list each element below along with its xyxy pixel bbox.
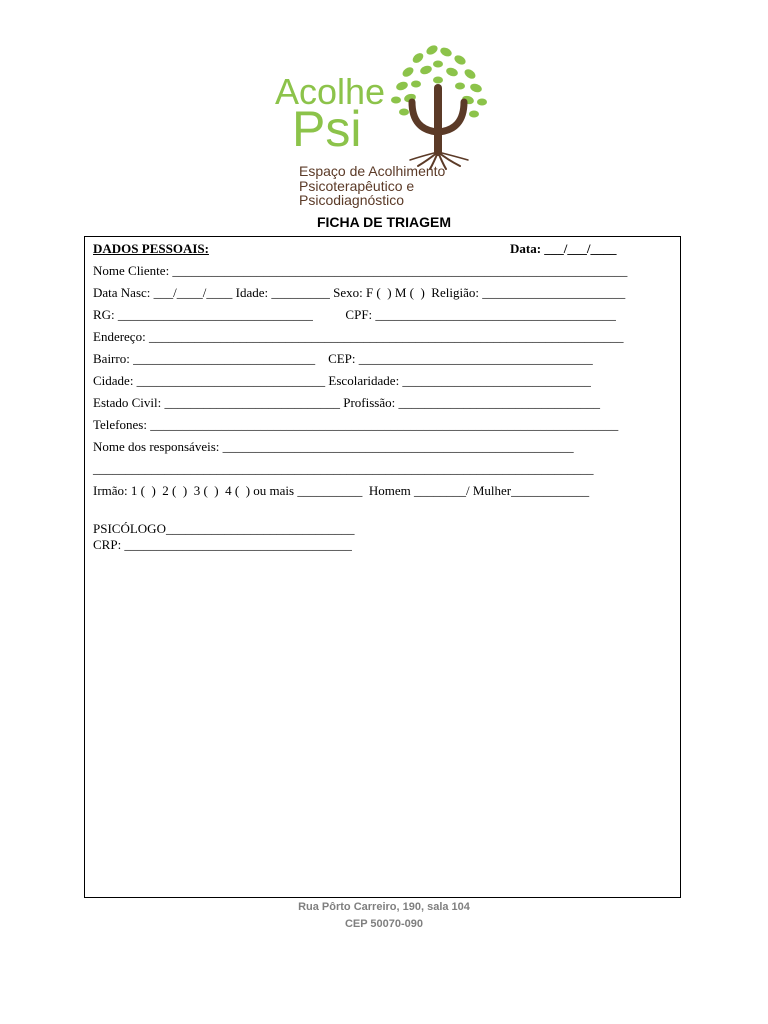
field-telefones[interactable]: Telefones: ________________________________________________________________________	[93, 417, 619, 432]
section-title: DADOS PESSOAIS:	[93, 241, 209, 256]
logo-word-acolhe: Acolhe	[275, 71, 386, 112]
field-nome-responsaveis[interactable]: Nome dos responsáveis: ______________________________________________________	[93, 439, 574, 454]
footer-cep: CEP 50070-090	[344, 918, 424, 930]
field-irmao-sexo[interactable]: Irmão: 1 ( ) 2 ( ) 3 ( ) 4 ( ) ou mais __________ Homem ________/ Mulher____________	[93, 483, 590, 498]
field-bairro-cep[interactable]: Bairro: ____________________________ CEP: ____________________________________	[93, 351, 593, 366]
logo-tagline-line1: Espaço de Acolhimento	[299, 163, 446, 179]
field-cidade-escolaridade[interactable]: Cidade: _____________________________ Escolaridade: _____________________________	[93, 373, 591, 388]
field-crp[interactable]: CRP: ___________________________________	[93, 537, 352, 552]
field-endereco[interactable]: Endereço: _________________________________________________________________________	[93, 329, 624, 344]
form-box	[84, 236, 681, 898]
date-field[interactable]: Data: ___/___/____	[510, 241, 617, 256]
logo-tagline-line3: Psicodiagnóstico	[299, 192, 405, 208]
field-rg-cpf[interactable]: RG: ______________________________ CPF: _____________________________________	[93, 307, 616, 322]
tree-psi-icon	[382, 40, 494, 170]
logo-word-psi: Psi	[292, 101, 362, 157]
form-title: FICHA DE TRIAGEM	[316, 214, 452, 230]
field-psicologo[interactable]: PSICÓLOGO_____________________________	[93, 521, 355, 536]
field-responsaveis-continuation[interactable]: _____________________________________________________________________________	[93, 461, 594, 476]
field-data-nasc-idade-sexo-religiao[interactable]: Data Nasc: ___/____/____ Idade: _________ Sexo: F ( ) M ( ) Religião: ______________________	[93, 285, 626, 300]
field-estado-civil-profissao[interactable]: Estado Civil: ___________________________ Profissão: _______________________________	[93, 395, 600, 410]
logo-tagline-line2: Psicoterapêutico e	[299, 178, 415, 194]
footer-address: Rua Pôrto Carreiro, 190, sala 104	[298, 901, 470, 913]
logo	[270, 40, 500, 215]
field-nome-cliente[interactable]: Nome Cliente: ______________________________________________________________________	[93, 263, 628, 278]
